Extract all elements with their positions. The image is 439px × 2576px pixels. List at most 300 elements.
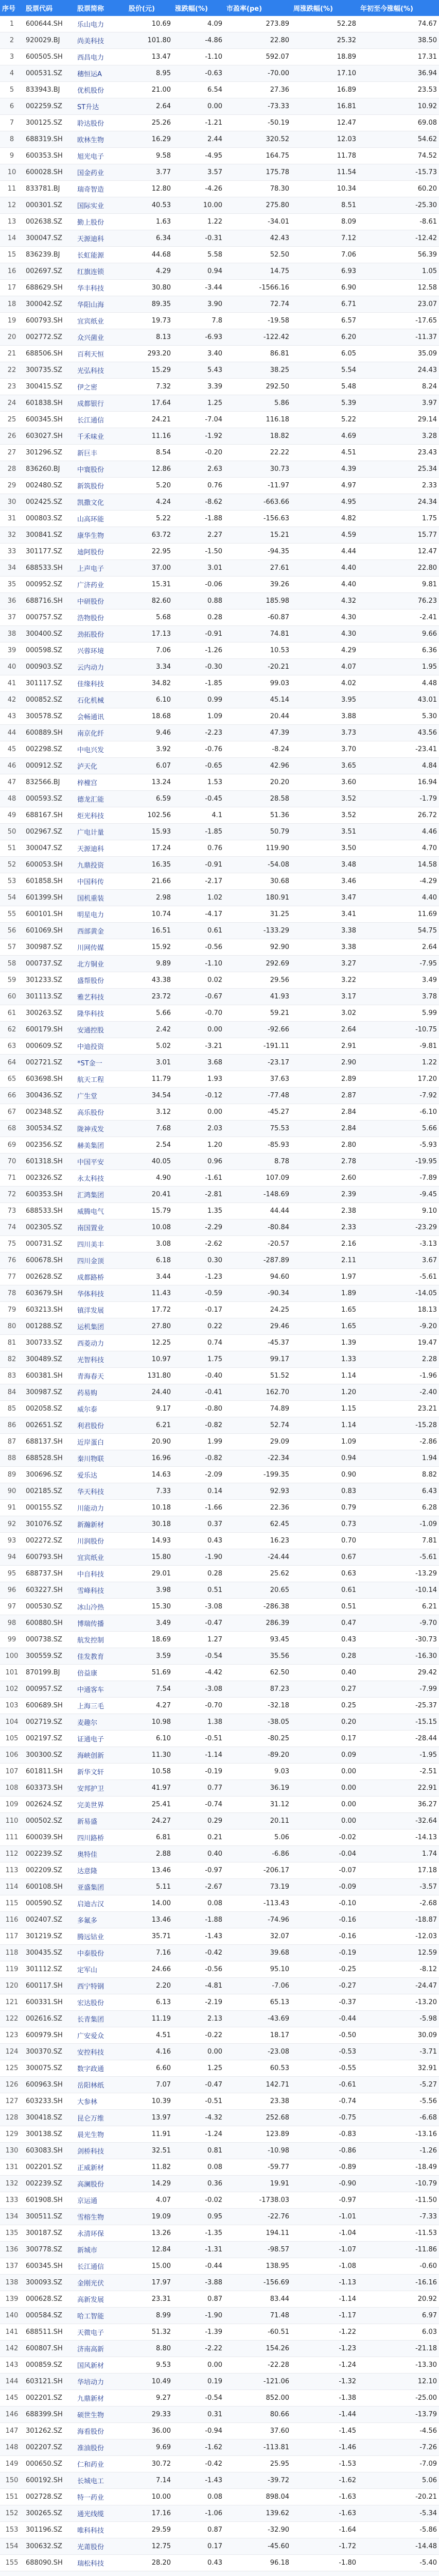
weekly-change-cell: -1.04 (291, 2225, 358, 2242)
ytd-change-cell (358, 2571, 439, 2576)
stock-name-cell: 唯科科技 (75, 2522, 127, 2538)
weekly-change-cell: 2.64 (291, 1022, 358, 1038)
table-row[interactable] (0, 1170, 439, 1187)
table-row[interactable] (0, 49, 439, 65)
row-index-cell: 137 (0, 2258, 24, 2275)
weekly-change-cell: 4.95 (291, 494, 358, 511)
table-row[interactable] (0, 923, 439, 939)
table-row[interactable] (0, 1351, 439, 1368)
table-row[interactable] (0, 230, 439, 247)
table-row[interactable] (0, 2374, 439, 2390)
pe-ratio-cell: 31.25 (224, 906, 291, 923)
pe-ratio-cell: -38.05 (224, 1714, 291, 1731)
change-pct-cell: -0.51 (173, 2093, 224, 2110)
table-row[interactable] (0, 2110, 439, 2126)
table-row[interactable] (0, 1269, 439, 1285)
table-row[interactable] (0, 461, 439, 478)
table-row[interactable] (0, 1731, 439, 1747)
table-row[interactable] (0, 692, 439, 708)
ytd-change-cell: -15.28 (358, 1417, 439, 1434)
price-cell: 12.84 (127, 2242, 173, 2258)
table-row[interactable] (0, 1764, 439, 1780)
change-pct-cell: -4.26 (173, 181, 224, 197)
weekly-change-cell: 0.09 (291, 1747, 358, 1764)
table-row[interactable] (0, 1005, 439, 1022)
weekly-change-cell: -0.37 (291, 1994, 358, 2011)
weekly-change-cell: -0.74 (291, 2093, 358, 2110)
table-row[interactable] (0, 1829, 439, 1846)
table-row[interactable] (0, 626, 439, 642)
stock-name-cell: 宜宾纸业 (75, 313, 127, 329)
change-pct-cell: -0.45 (173, 791, 224, 807)
stock-name-cell: 威腾电气 (75, 1203, 127, 1219)
stock-name-cell: 光弘科技 (75, 362, 127, 379)
price-cell: 6.34 (127, 230, 173, 247)
table-row[interactable] (0, 2209, 439, 2225)
header-ytd-change[interactable]: 年初至今涨幅(%) (358, 0, 439, 16)
table-row[interactable] (0, 2275, 439, 2291)
table-row[interactable] (0, 1187, 439, 1203)
table-row[interactable] (0, 741, 439, 758)
table-row[interactable] (0, 1945, 439, 1961)
table-row[interactable] (0, 445, 439, 461)
table-row[interactable] (0, 1071, 439, 1088)
change-pct-cell: 0.81 (173, 2143, 224, 2159)
table-row[interactable] (0, 379, 439, 395)
table-row[interactable] (0, 16, 439, 32)
price-cell: 6.59 (127, 791, 173, 807)
stock-code-cell: 603233.SH (24, 2093, 75, 2110)
change-pct-cell: 0.94 (173, 263, 224, 280)
table-row[interactable] (0, 1582, 439, 1599)
stock-name-cell: 哈工智能 (75, 2308, 127, 2324)
table-row[interactable] (0, 675, 439, 692)
row-index-cell: 37 (0, 609, 24, 626)
table-row[interactable] (0, 329, 439, 346)
table-row[interactable] (0, 1467, 439, 1483)
pe-ratio-cell: -80.25 (224, 1731, 291, 1747)
stock-name-cell: 多氟多 (75, 1912, 127, 1928)
price-cell: 7.06 (127, 642, 173, 659)
table-row[interactable] (0, 1648, 439, 1665)
row-index-cell: 1 (0, 16, 24, 32)
table-row[interactable] (0, 115, 439, 131)
table-row[interactable] (0, 131, 439, 148)
table-row[interactable] (0, 873, 439, 890)
stock-code-cell: 300733.SZ (24, 1335, 75, 1351)
table-row[interactable] (0, 1302, 439, 1318)
ytd-change-cell: -19.95 (358, 1154, 439, 1170)
weekly-change-cell: 8.51 (291, 197, 358, 214)
table-row[interactable] (0, 346, 439, 362)
table-row[interactable] (0, 758, 439, 774)
table-row[interactable] (0, 2505, 439, 2522)
header-price[interactable]: 股价(元) (127, 0, 173, 16)
table-row[interactable] (0, 2126, 439, 2143)
table-row[interactable] (0, 1862, 439, 1879)
table-row[interactable] (0, 1219, 439, 1236)
ytd-change-cell: -5.61 (358, 1549, 439, 1566)
stock-code-cell: 688533.SH (24, 560, 75, 577)
table-row[interactable] (0, 1615, 439, 1632)
ytd-change-cell: 12.10 (358, 2374, 439, 2390)
table-row[interactable] (0, 2225, 439, 2242)
table-row[interactable] (0, 2258, 439, 2275)
table-row[interactable] (0, 544, 439, 560)
table-row[interactable] (0, 280, 439, 296)
pe-ratio-cell: 20.65 (224, 1582, 291, 1599)
stock-code-cell: 000301.SZ (24, 197, 75, 214)
change-pct-cell: 0.08 (173, 2159, 224, 2176)
table-row[interactable] (0, 214, 439, 230)
table-row[interactable] (0, 774, 439, 791)
table-row[interactable] (0, 2044, 439, 2060)
table-row[interactable] (0, 1516, 439, 1533)
table-row[interactable] (0, 807, 439, 824)
table-row[interactable] (0, 1104, 439, 1121)
table-row[interactable] (0, 725, 439, 741)
table-row[interactable] (0, 1797, 439, 1813)
table-row[interactable] (0, 577, 439, 593)
ytd-change-cell: 17.20 (358, 1071, 439, 1088)
table-row[interactable] (0, 1236, 439, 1252)
table-row[interactable] (0, 164, 439, 181)
table-row[interactable] (0, 2242, 439, 2258)
table-row[interactable] (0, 412, 439, 428)
change-pct-cell: -0.30 (173, 659, 224, 675)
weekly-change-cell: 2.84 (291, 1104, 358, 1121)
table-row[interactable] (0, 939, 439, 956)
change-pct-cell: -0.97 (173, 1862, 224, 1879)
row-index-cell: 86 (0, 1417, 24, 1434)
table-row[interactable] (0, 2159, 439, 2176)
table-row[interactable] (0, 148, 439, 164)
price-cell: 101.80 (127, 32, 173, 49)
table-row[interactable] (0, 560, 439, 577)
table-row[interactable] (0, 65, 439, 82)
price-cell: 18.68 (127, 708, 173, 725)
weekly-change-cell: 0.28 (291, 1648, 358, 1665)
stock-name-cell: 西宁特钢 (75, 1978, 127, 1994)
table-row[interactable] (0, 98, 439, 115)
table-row[interactable] (0, 2341, 439, 2357)
header-weekly-change[interactable]: 周涨跌幅(%) (291, 0, 358, 16)
change-pct-cell: 0.74 (173, 1335, 224, 1351)
stock-code-cell: 600979.SH (24, 2027, 75, 2044)
row-index-cell: 47 (0, 774, 24, 791)
table-row[interactable] (0, 1154, 439, 1170)
table-row[interactable] (0, 1632, 439, 1648)
stock-name-cell: 中通客车 (75, 1681, 127, 1698)
price-cell: 12.86 (127, 461, 173, 478)
change-pct-cell: 2.27 (173, 527, 224, 544)
table-row[interactable] (0, 2423, 439, 2439)
pe-ratio-cell: 20.11 (224, 1813, 291, 1829)
price-cell: 16.35 (127, 857, 173, 873)
table-row[interactable] (0, 2143, 439, 2159)
table-row[interactable] (0, 1335, 439, 1351)
pe-ratio-cell: -7.06 (224, 1978, 291, 1994)
table-row[interactable] (0, 32, 439, 49)
weekly-change-cell: -1.32 (291, 2374, 358, 2390)
ytd-change-cell: 6.03 (358, 2324, 439, 2341)
weekly-change-cell: 0.27 (291, 1681, 358, 1698)
stock-code-cell: 000155.SZ (24, 1500, 75, 1516)
table-row[interactable] (0, 1285, 439, 1302)
table-row[interactable] (0, 906, 439, 923)
change-pct-cell: 0.95 (173, 2209, 224, 2225)
table-row[interactable] (0, 1681, 439, 1698)
table-row[interactable] (0, 2406, 439, 2423)
weekly-change-cell: 3.52 (291, 807, 358, 824)
table-row[interactable] (0, 296, 439, 313)
table-row[interactable] (0, 2555, 439, 2571)
table-row[interactable] (0, 2011, 439, 2027)
header-change-pct[interactable]: 涨跌幅(%) (173, 0, 224, 16)
pe-ratio-cell: -156.63 (224, 511, 291, 527)
table-header (0, 0, 439, 16)
table-row[interactable] (0, 2308, 439, 2324)
ytd-change-cell: 1.74 (358, 1846, 439, 1862)
change-pct-cell: -0.17 (173, 1302, 224, 1318)
weekly-change-cell: 2.38 (291, 1203, 358, 1219)
table-row[interactable] (0, 840, 439, 857)
change-pct-cell: 0.00 (173, 2357, 224, 2374)
table-row[interactable] (0, 1599, 439, 1615)
table-row[interactable] (0, 1928, 439, 1945)
pe-ratio-cell: 898.04 (224, 2489, 291, 2505)
stock-name-cell: 国际实业 (75, 197, 127, 214)
table-row[interactable] (0, 2538, 439, 2555)
table-row[interactable] (0, 2357, 439, 2374)
table-row[interactable] (0, 708, 439, 725)
table-row[interactable] (0, 1533, 439, 1549)
ytd-change-cell: -2.41 (358, 609, 439, 626)
table-row[interactable] (0, 2522, 439, 2538)
table-row[interactable] (0, 2027, 439, 2044)
table-row[interactable] (0, 1714, 439, 1731)
stock-name-cell: 尚美科技 (75, 32, 127, 49)
stock-name-cell: 金刚光伏 (75, 2275, 127, 2291)
table-row[interactable] (0, 527, 439, 544)
ytd-change-cell: 2.64 (358, 939, 439, 956)
stock-name-cell: 成都路桥 (75, 1269, 127, 1285)
table-row[interactable] (0, 263, 439, 280)
weekly-change-cell: -1.23 (291, 2341, 358, 2357)
table-row[interactable] (0, 478, 439, 494)
table-row[interactable] (0, 1368, 439, 1384)
ytd-change-cell: 36.27 (358, 1797, 439, 1813)
pe-ratio-cell: 52.50 (224, 247, 291, 263)
table-row[interactable] (0, 1417, 439, 1434)
table-row[interactable] (0, 1038, 439, 1055)
header-stock-code[interactable]: 股票代码 (24, 0, 75, 16)
stock-name-cell: *ST金一 (75, 1055, 127, 1071)
table-row[interactable] (0, 1747, 439, 1764)
table-row[interactable] (0, 989, 439, 1005)
change-pct-cell: -3.88 (173, 2275, 224, 2291)
table-row[interactable] (0, 1879, 439, 1895)
ytd-change-cell: -1.26 (358, 2143, 439, 2159)
stock-name-cell: 镇洋发展 (75, 1302, 127, 1318)
table-row[interactable] (0, 82, 439, 98)
table-row[interactable] (0, 313, 439, 329)
ytd-change-cell: -15.15 (358, 1714, 439, 1731)
table-row[interactable] (0, 1566, 439, 1582)
table-row[interactable] (0, 1813, 439, 1829)
pe-ratio-cell: 273.89 (224, 16, 291, 32)
row-index-cell: 31 (0, 511, 24, 527)
pe-ratio-cell: 96.18 (224, 2555, 291, 2571)
table-row[interactable] (0, 1500, 439, 1516)
pe-ratio-cell: -19.58 (224, 313, 291, 329)
table-row[interactable] (0, 395, 439, 412)
table-row[interactable] (0, 1434, 439, 1450)
table-row[interactable] (0, 1022, 439, 1038)
table-row[interactable] (0, 2571, 439, 2576)
stock-name-cell: 瑞松科技 (75, 2555, 127, 2571)
stock-code-cell: 301117.SZ (24, 675, 75, 692)
table-row[interactable] (0, 2176, 439, 2192)
table-row[interactable] (0, 791, 439, 807)
table-row[interactable] (0, 494, 439, 511)
stock-name-cell: 亚盛集团 (75, 1879, 127, 1895)
table-row[interactable] (0, 2093, 439, 2110)
change-pct-cell: 0.40 (173, 1846, 224, 1862)
stock-name-cell: 云内动力 (75, 659, 127, 675)
pe-ratio-cell: 175.78 (224, 164, 291, 181)
table-row[interactable] (0, 2390, 439, 2406)
weekly-change-cell: 3.52 (291, 791, 358, 807)
table-row[interactable] (0, 1450, 439, 1467)
price-cell: 15.31 (127, 577, 173, 593)
stock-code-cell: 002197.SZ (24, 1731, 75, 1747)
table-row[interactable] (0, 1549, 439, 1566)
table-row[interactable] (0, 857, 439, 873)
table-row[interactable] (0, 2324, 439, 2341)
stock-name-cell: 高乐股份 (75, 1104, 127, 1121)
table-row[interactable] (0, 890, 439, 906)
weekly-change-cell: 2.87 (291, 1088, 358, 1104)
table-row[interactable] (0, 1483, 439, 1500)
table-row[interactable] (0, 972, 439, 989)
stock-name-cell: 中研股份 (75, 593, 127, 609)
table-row[interactable] (0, 247, 439, 263)
table-row[interactable] (0, 593, 439, 609)
weekly-change-cell: -1.63 (291, 2489, 358, 2505)
table-row[interactable] (0, 1088, 439, 1104)
table-row[interactable] (0, 1698, 439, 1714)
table-row[interactable] (0, 2291, 439, 2308)
table-row[interactable] (0, 181, 439, 197)
change-pct-cell: 2.63 (173, 461, 224, 478)
table-row[interactable] (0, 1846, 439, 1862)
table-row[interactable] (0, 1978, 439, 1994)
table-row[interactable] (0, 1318, 439, 1335)
change-pct-cell: -4.81 (173, 1978, 224, 1994)
price-cell: 2.64 (127, 98, 173, 115)
price-cell: 19.09 (127, 2209, 173, 2225)
table-row[interactable] (0, 2439, 439, 2456)
table-row[interactable] (0, 1895, 439, 1912)
table-row[interactable] (0, 1203, 439, 1219)
pe-ratio-cell: 116.18 (224, 412, 291, 428)
price-cell: 3.59 (127, 1648, 173, 1665)
stock-code-cell: 002272.SZ (24, 1533, 75, 1549)
price-cell: 2.98 (127, 890, 173, 906)
table-row[interactable] (0, 956, 439, 972)
table-row[interactable] (0, 2489, 439, 2505)
price-cell: 9.58 (127, 148, 173, 164)
table-row[interactable] (0, 1384, 439, 1401)
table-row[interactable] (0, 642, 439, 659)
pe-ratio-cell: 119.90 (224, 840, 291, 857)
ytd-change-cell: 3.67 (358, 1252, 439, 1269)
table-row[interactable] (0, 1994, 439, 2011)
table-row[interactable] (0, 2077, 439, 2093)
row-index-cell: 126 (0, 2077, 24, 2093)
stock-name-cell: 优机股份 (75, 82, 127, 98)
table-row[interactable] (0, 428, 439, 445)
stock-code-cell: 301076.SZ (24, 1516, 75, 1533)
pe-ratio-cell: 275.80 (224, 197, 291, 214)
table-row[interactable] (0, 659, 439, 675)
weekly-change-cell: -0.25 (291, 1961, 358, 1978)
row-index-cell: 46 (0, 758, 24, 774)
table-row[interactable] (0, 2472, 439, 2489)
pe-ratio-cell: 852.00 (224, 2390, 291, 2406)
stock-name-cell: 运机集团 (75, 1318, 127, 1335)
table-row[interactable] (0, 1137, 439, 1154)
table-row[interactable] (0, 362, 439, 379)
change-pct-cell: 0.36 (173, 2176, 224, 2192)
weekly-change-cell: 0.73 (291, 1516, 358, 1533)
table-row[interactable] (0, 1121, 439, 1137)
table-row[interactable] (0, 1252, 439, 1269)
table-row[interactable] (0, 1401, 439, 1417)
table-row[interactable] (0, 511, 439, 527)
pe-ratio-cell: 22.22 (224, 445, 291, 461)
weekly-change-cell: 4.32 (291, 593, 358, 609)
stock-code-cell: 603679.SH (24, 1285, 75, 1302)
table-row[interactable] (0, 1780, 439, 1797)
header-stock-name[interactable]: 股票简称 (75, 0, 127, 16)
change-pct-cell: 3.90 (173, 296, 224, 313)
table-row[interactable] (0, 2456, 439, 2472)
weekly-change-cell: 4.82 (291, 511, 358, 527)
pe-ratio-cell: 29.56 (224, 972, 291, 989)
stock-name-cell: 千禾味业 (75, 428, 127, 445)
stock-name-cell: 达意隆 (75, 1862, 127, 1879)
table-row[interactable] (0, 2192, 439, 2209)
stock-code-cell: 601811.SH (24, 1764, 75, 1780)
table-row[interactable] (0, 824, 439, 840)
table-row[interactable] (0, 2060, 439, 2077)
table-row[interactable] (0, 1961, 439, 1978)
row-index-cell: 99 (0, 1632, 24, 1648)
table-row[interactable] (0, 609, 439, 626)
table-row[interactable] (0, 1665, 439, 1681)
pe-ratio-cell: -59.77 (224, 2159, 291, 2176)
change-pct-cell: -4.17 (173, 906, 224, 923)
table-row[interactable] (0, 1912, 439, 1928)
price-cell: 10.39 (127, 2093, 173, 2110)
table-row[interactable] (0, 1055, 439, 1071)
header-index[interactable]: 序号 (0, 0, 24, 16)
header-pe-ratio[interactable]: 市盈率(pe) (224, 0, 291, 16)
pe-ratio-cell: 92.90 (224, 939, 291, 956)
table-row[interactable] (0, 197, 439, 214)
